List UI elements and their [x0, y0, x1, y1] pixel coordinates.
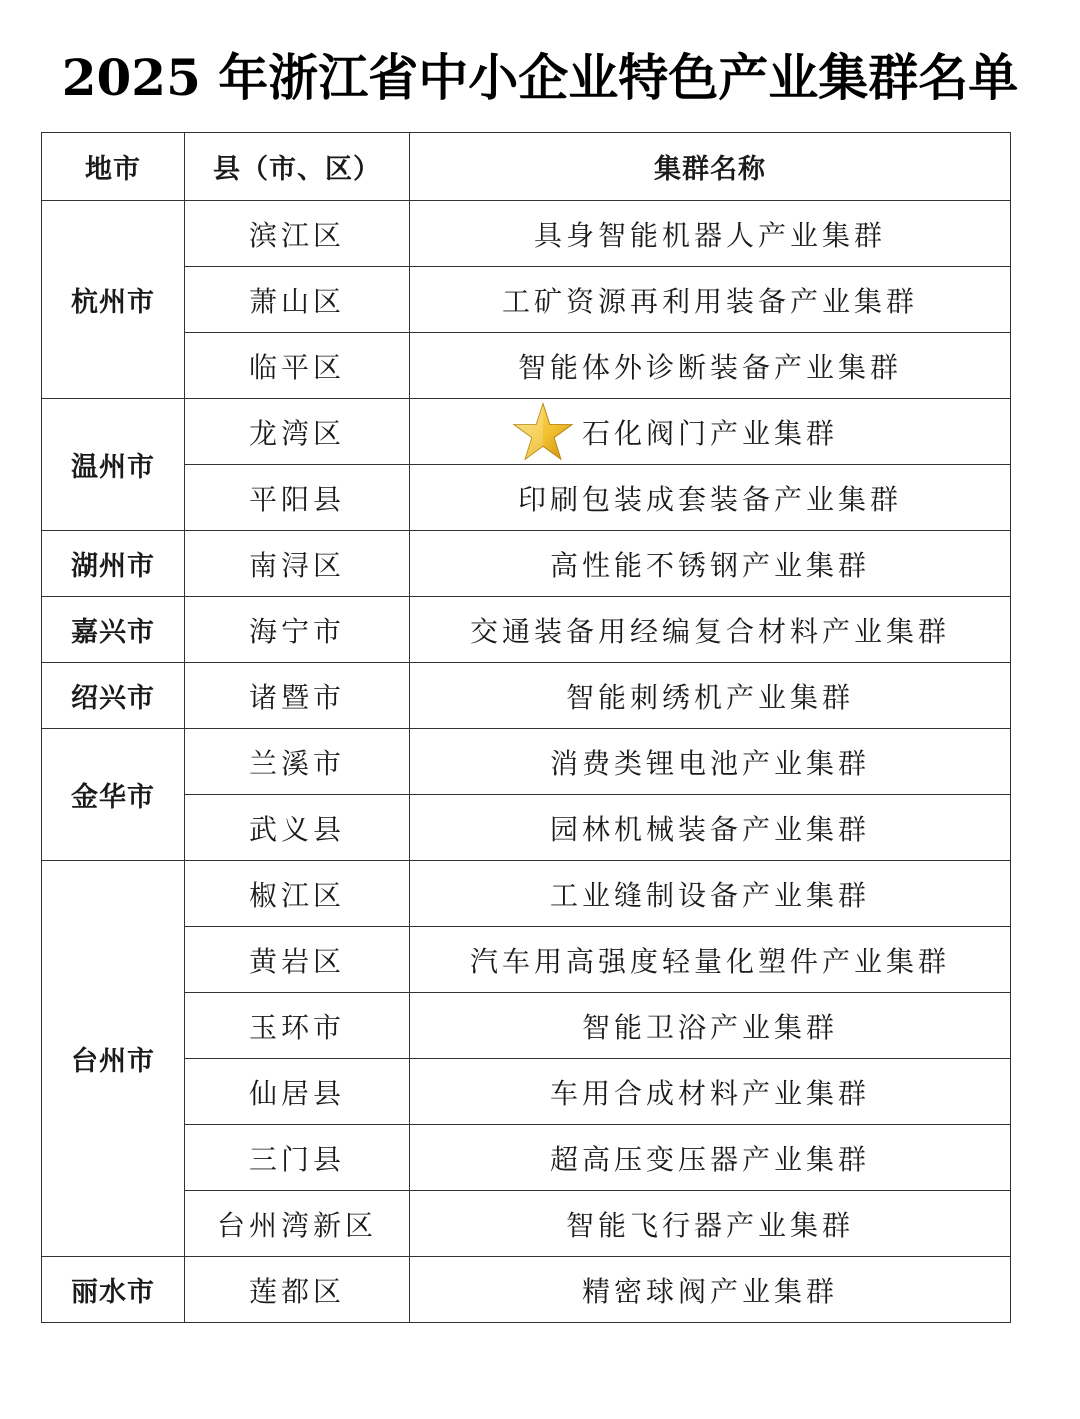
- table-row: [42, 1125, 1011, 1191]
- cluster-cell: 印刷包装成套装备产业集群: [410, 465, 1011, 531]
- cluster-cell: 智能体外诊断装备产业集群: [410, 333, 1011, 399]
- county-cell: 武义县: [185, 795, 410, 861]
- cluster-cell: 消费类锂电池产业集群: [410, 729, 1011, 795]
- city-cell-taizhou: 台州市: [42, 861, 185, 1257]
- table-row: [42, 267, 1011, 333]
- header-cluster: 集群名称: [410, 133, 1011, 201]
- county-cell: 滨江区: [185, 201, 410, 267]
- table-row: [42, 927, 1011, 993]
- table-row: [42, 1059, 1011, 1125]
- table-row: [42, 465, 1011, 531]
- city-cell-jiaxing: 嘉兴市: [42, 597, 185, 663]
- cluster-cell: 具身智能机器人产业集群: [410, 201, 1011, 267]
- county-cell: 椒江区: [185, 861, 410, 927]
- cluster-cell: 精密球阀产业集群: [410, 1257, 1011, 1323]
- header-city: 地市: [42, 133, 185, 201]
- table-row: [42, 795, 1011, 861]
- header-county: 县（市、区）: [185, 133, 410, 201]
- city-cell-hangzhou: 杭州市: [42, 201, 185, 399]
- table-row: [42, 399, 1011, 465]
- page-title: 2025 年浙江省中小企业特色产业集群名单: [61, 48, 1019, 107]
- cluster-cell: 汽车用高强度轻量化塑件产业集群: [410, 927, 1011, 993]
- table-row: [42, 1191, 1011, 1257]
- star-icon: [512, 401, 574, 463]
- cluster-cell: 工矿资源再利用装备产业集群: [410, 267, 1011, 333]
- cluster-cell: 智能刺绣机产业集群: [410, 663, 1011, 729]
- table-row: [42, 729, 1011, 795]
- cluster-cell: 高性能不锈钢产业集群: [410, 531, 1011, 597]
- table-row: [42, 1257, 1011, 1323]
- cluster-cell: 工业缝制设备产业集群: [410, 861, 1011, 927]
- cluster-cell: 超高压变压器产业集群: [410, 1125, 1011, 1191]
- cluster-cell: 智能飞行器产业集群: [410, 1191, 1011, 1257]
- table-row: [42, 333, 1011, 399]
- cluster-text: 石化阀门产业集群: [581, 416, 838, 450]
- county-cell: 台州湾新区: [185, 1191, 410, 1257]
- city-cell-shaoxing: 绍兴市: [42, 663, 185, 729]
- table-header-row: [42, 133, 1011, 201]
- table-row: [42, 663, 1011, 729]
- county-cell: 诸暨市: [185, 663, 410, 729]
- county-cell: 萧山区: [185, 267, 410, 333]
- city-cell-jinhua: 金华市: [42, 729, 185, 861]
- cluster-cell: 智能卫浴产业集群: [410, 993, 1011, 1059]
- cluster-cell: 车用合成材料产业集群: [410, 1059, 1011, 1125]
- county-cell: 临平区: [185, 333, 410, 399]
- county-cell: 平阳县: [185, 465, 410, 531]
- table-row: [42, 597, 1011, 663]
- table-row: [42, 531, 1011, 597]
- city-cell-lishui: 丽水市: [42, 1257, 185, 1323]
- county-cell: 仙居县: [185, 1059, 410, 1125]
- cluster-cell-starred: [410, 399, 1011, 465]
- county-cell: 南浔区: [185, 531, 410, 597]
- city-cell-wenzhou: 温州市: [42, 399, 185, 531]
- table-row: [42, 993, 1011, 1059]
- county-cell: 黄岩区: [185, 927, 410, 993]
- county-cell: 玉环市: [185, 993, 410, 1059]
- county-cell: 莲都区: [185, 1257, 410, 1323]
- table-row: [42, 201, 1011, 267]
- cluster-table: [41, 132, 1011, 1323]
- county-cell: 兰溪市: [185, 729, 410, 795]
- county-cell: 三门县: [185, 1125, 410, 1191]
- county-cell: 海宁市: [185, 597, 410, 663]
- cluster-cell: 交通装备用经编复合材料产业集群: [410, 597, 1011, 663]
- county-cell: 龙湾区: [185, 399, 410, 465]
- table-row: [42, 861, 1011, 927]
- city-cell-huzhou: 湖州市: [42, 531, 185, 597]
- cluster-cell: 园林机械装备产业集群: [410, 795, 1011, 861]
